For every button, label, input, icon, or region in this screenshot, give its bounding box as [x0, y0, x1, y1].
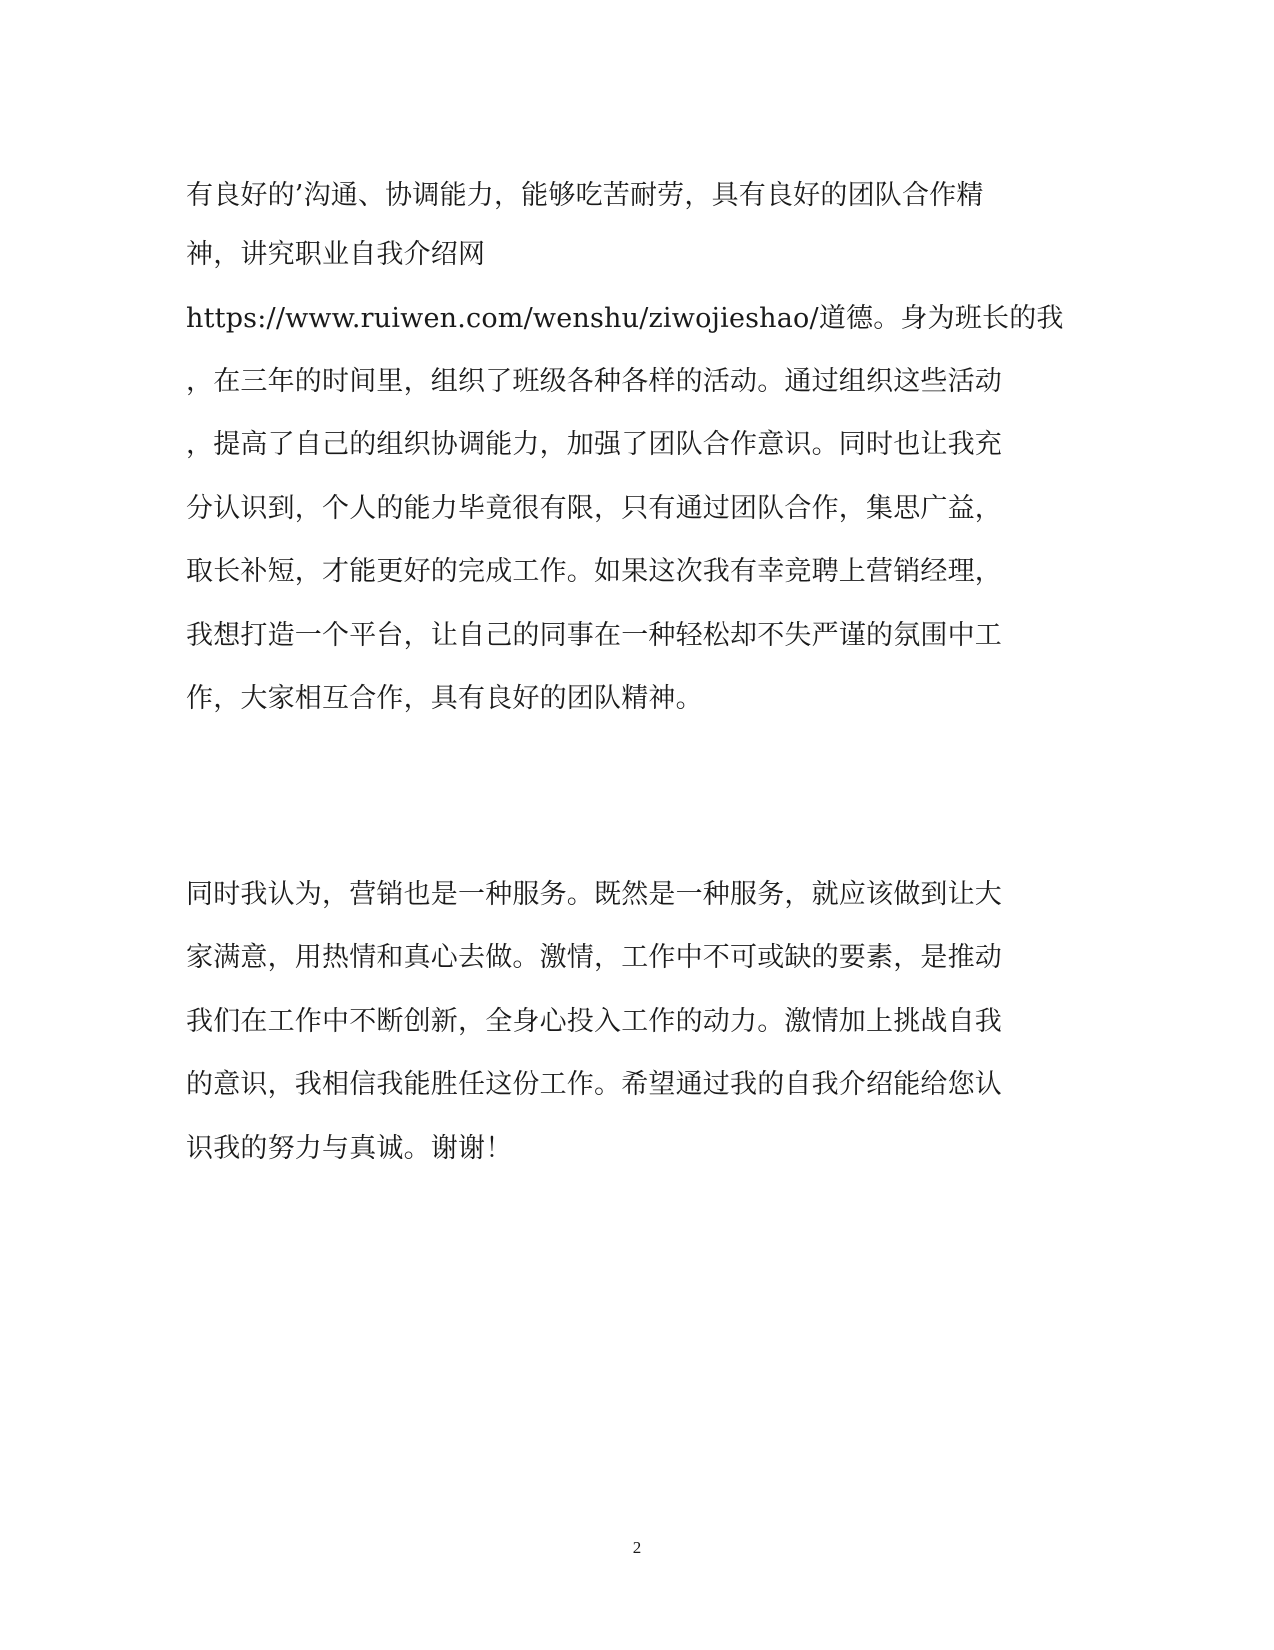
paragraph-1-line-9: 作，大家相互合作，具有良好的团队精神。: [186, 683, 703, 714]
paragraph-1-line-3: https://www.ruiwen.com/wenshu/ziwojieshao/道德。身为班长的我: [186, 303, 1064, 334]
paragraph-1-line-5: ，提高了自己的组织协调能力，加强了团队合作意识。同时也让我充: [186, 429, 1002, 460]
paragraph-2-line-1: 同时我认为，营销也是一种服务。既然是一种服务，就应该做到让大: [186, 879, 1002, 910]
paragraph-2-line-3: 我们在工作中不断创新，全身心投入工作的动力。激情加上挑战自我: [186, 1006, 1002, 1037]
paragraph-1-line-7: 取长补短，才能更好的完成工作。如果这次我有幸竞聘上营销经理，: [186, 556, 1002, 587]
paragraph-2-line-5: 识我的努力与真诚。谢谢！: [186, 1133, 513, 1164]
paragraph-1-line-4: ，在三年的时间里，组织了班级各种各样的活动。通过组织这些活动: [186, 366, 1002, 397]
paragraph-1-line-6: 分认识到，个人的能力毕竟很有限，只有通过团队合作，集思广益，: [186, 493, 1002, 524]
paragraph-1-line-2: 神，讲究职业自我介绍网: [186, 239, 486, 270]
paragraph-2-line-4: 的意识，我相信我能胜任这份工作。希望通过我的自我介绍能给您认: [186, 1069, 1002, 1100]
paragraph-1-line-8: 我想打造一个平台，让自己的同事在一种轻松却不失严谨的氛围中工: [186, 620, 1002, 651]
paragraph-2-line-2: 家满意，用热情和真心去做。激情，工作中不可或缺的要素，是推动: [186, 942, 1002, 973]
page-number: 2: [632, 1538, 642, 1557]
paragraph-1-line-1: 有良好的’沟通、协调能力，能够吃苦耐劳，具有良好的团队合作精: [186, 180, 984, 211]
